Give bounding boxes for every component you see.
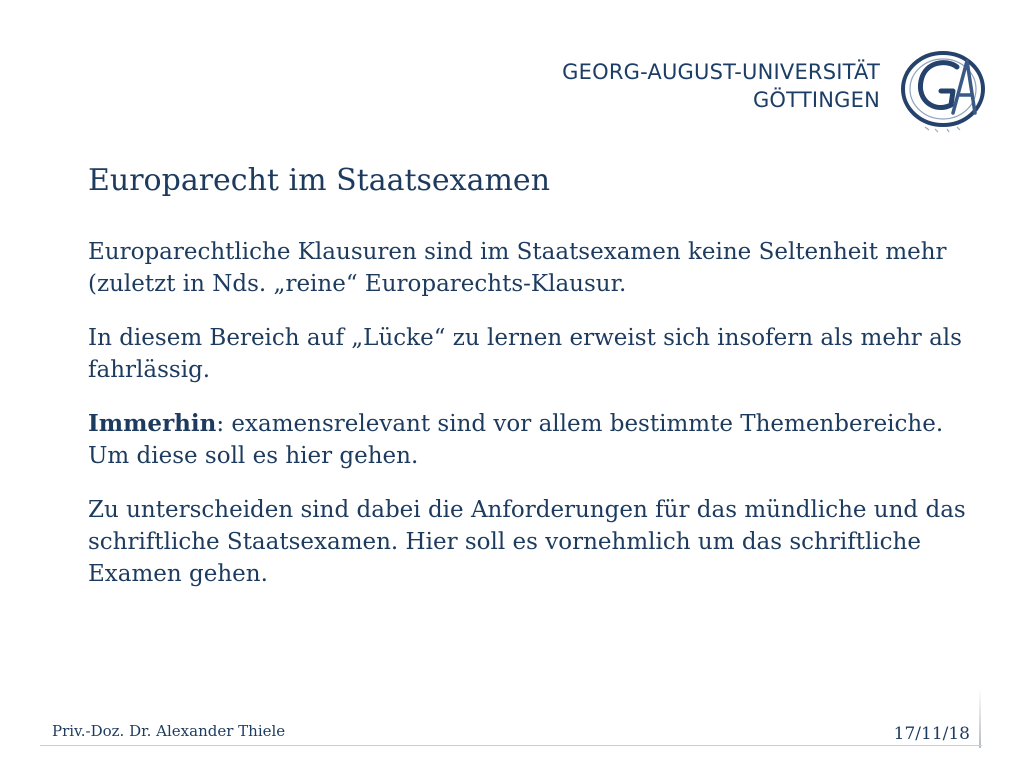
- paragraph-3-text: : examensrelevant sind vor allem bestimmte Themenbereiche. Um diese soll es hier gehen.: [88, 411, 944, 469]
- footer-date: 17/11/18: [893, 724, 970, 744]
- paragraph-2: In diesem Bereich auf „Lücke“ zu lernen erweist sich insofern als mehr als fahrlässig.: [88, 325, 962, 383]
- footer-divider: [40, 745, 982, 746]
- paragraph-3-bold-lead: Immerhin: [88, 410, 217, 437]
- footer-vertical-divider: [979, 688, 981, 748]
- footer-author: Priv.-Doz. Dr. Alexander Thiele: [52, 722, 286, 740]
- paragraph-4: Zu unterscheiden sind dabei die Anforderungen für das mündliche und das schriftliche Staatsexamen. Hier soll es vornehmlich um das schriftliche Examen gehen.: [88, 497, 966, 587]
- slide-body: [88, 236, 968, 612]
- paragraph-3: [88, 408, 968, 472]
- university-seal-logo: [895, 47, 995, 137]
- university-name-line2: GÖTTINGEN: [752, 88, 880, 112]
- slide-title: Europarecht im Staatsexamen: [88, 163, 551, 198]
- university-name: [562, 58, 880, 114]
- university-name-line1: GEORG-AUGUST-UNIVERSITÄT: [562, 60, 880, 84]
- paragraph-1: Europarechtliche Klausuren sind im Staatsexamen keine Seltenheit mehr (zuletzt in Nds. „reine“ Europarechts-Klausur.: [88, 239, 947, 297]
